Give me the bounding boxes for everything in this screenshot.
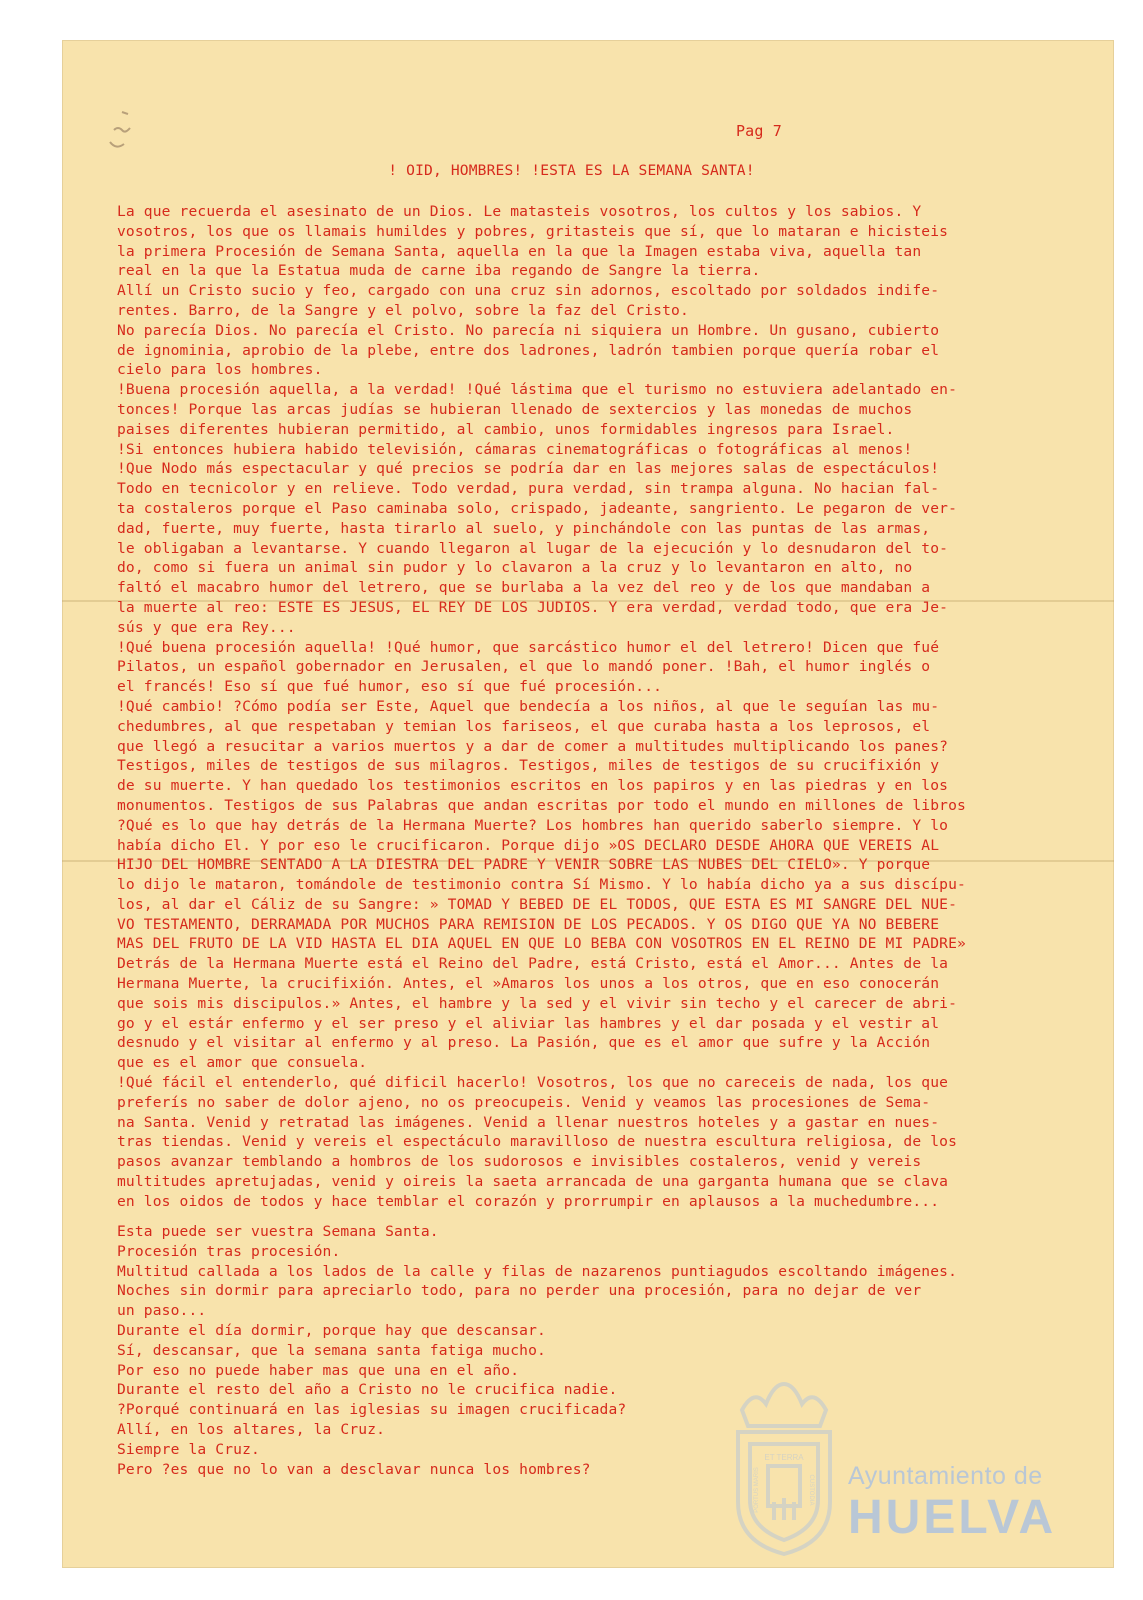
text-line: MAS DEL FRUTO DE LA VID HASTA EL DIA AQUEL EN QUE LO BEBA CON VOSOTROS EN EL REINO DE MI PADRE» <box>117 935 966 953</box>
text-line: na Santa. Venid y retratad las imágenes. Venid a llenar nuestros hoteles y a gastar en nues- <box>117 1113 940 1131</box>
text-line: cielo para los hombres. <box>117 361 323 379</box>
text-line: vosotros, los que os llamais humildes y pobres, gritasteis que sí, que lo mataran e hicisteis <box>117 222 949 240</box>
text-line: Allí un Cristo sucio y feo, cargado con una cruz sin adornos, escoltado por soldados indife- <box>117 282 940 300</box>
text-line: Esta puede ser vuestra Semana Santa. <box>117 1223 439 1240</box>
text-line: No parecía Dios. No parecía el Cristo. No parecía ni siquiera un Hombre. Un gusano, cubierto <box>117 321 940 339</box>
text-line: la primera Procesión de Semana Santa, aquella en la que la Imagen estaba viva, aquella tan <box>117 242 922 260</box>
text-line: La que recuerda el asesinato de un Dios. Le matasteis vosotros, los cultos y los sabios. Y <box>117 203 922 220</box>
text-line: le obligaban a levantarse. Y cuando llegaron al lugar de la ejecución y lo desnudaron del to- <box>117 539 949 557</box>
text-line: había dicho El. Y por eso le crucificaron. Porque dijo »OS DECLARO DESDE AHORA QUE VEREIS AL <box>117 836 940 854</box>
text-line: de su muerte. Y han quedado los testimonios escritos en los papiros y en las piedras y en los <box>117 777 949 795</box>
text-line: tras tiendas. Venid y vereis el espectáculo maravilloso de nuestra escultura religiosa, de los <box>117 1133 958 1151</box>
text-line: Multitud callada a los lados de la calle y filas de nazarenos puntiagudos escoltando imágenes. <box>117 1262 958 1280</box>
text-line: Allí, en los altares, la Cruz. <box>117 1420 386 1438</box>
text-line: !Qué fácil el entenderlo, qué dificil hacerlo! Vosotros, los que no careceis de nada, los que <box>117 1074 949 1092</box>
text-line: Noches sin dormir para apreciarlo todo, para no perder una procesión, para no dejar de ver <box>117 1282 922 1300</box>
text-line: rentes. Barro, de la Sangre y el polvo, sobre la faz del Cristo. <box>117 301 689 319</box>
text-line: desnudo y el visitar al enfermo y al preso. La Pasión, que es el amor que sufre y la Acción <box>117 1034 931 1052</box>
text-line: en los oidos de todos y hace temblar el corazón y prorrumpir en aplausos a la muchedumbre... <box>117 1192 940 1210</box>
seal-band-text: ET TERRA <box>764 1453 804 1462</box>
text-line: dad, fuerte, muy fuerte, hasta tirarlo al suelo, y pinchándole con las puntas de las armas, <box>117 519 931 537</box>
text-line: ?Porqué continuará en las iglesias su imagen crucificada? <box>117 1401 627 1419</box>
seal-right-text: CUSTODIA <box>808 1474 814 1506</box>
text-line: go y el estár enfermo y el ser preso y el aliviar las hambres y el dar posada y el vestir al <box>117 1014 940 1032</box>
text-line: Hermana Muerte, la crucifixión. Antes, el »Amaros los unos a los otros, que en eso conocerán <box>117 975 940 993</box>
text-line: ta costaleros porque el Paso caminaba solo, crispado, jadeante, sangriento. Le pegaron de ver- <box>117 499 958 517</box>
text-line: !Qué cambio! ?Cómo podía ser Este, Aquel que bendecía a los niños, al que le seguían las mu- <box>117 697 940 715</box>
ink-mark <box>100 100 140 160</box>
text-line: que sois mis discipulos.» Antes, el hambre y la sed y el vivir sin techo y el carecer de abri- <box>117 994 958 1012</box>
text-line: la muerte al reo: ESTE ES JESUS, EL REY DE LOS JUDIOS. Y era verdad, verdad todo, que era Je- <box>117 598 949 616</box>
text-line: faltó el macabro humor del letrero, que se burlaba a la vez del reo y de los que mandaban a <box>117 579 931 597</box>
text-line: Durante el día dormir, porque hay que descansar. <box>117 1321 546 1339</box>
text-line: pasos avanzar temblando a hombros de los sudorosos e invisibles costaleros, venid y vereis <box>117 1153 922 1171</box>
body-text <box>117 202 966 1212</box>
text-line: Pilatos, un español gobernador en Jerusalen, el que lo mandó poner. !Bah, el humor inglés o <box>117 658 931 676</box>
page-number: Pag 7 <box>736 122 782 140</box>
text-line: ?Qué es lo que hay detrás de la Hermana Muerte? Los hombres han querido saberlo siempre. Y lo <box>117 816 949 834</box>
text-line: Por eso no puede haber mas que una en el año. <box>117 1361 520 1379</box>
text-line: Detrás de la Hermana Muerte está el Reino del Padre, está Cristo, está el Amor... Antes de la <box>117 955 949 973</box>
text-line: Durante el resto del año a Cristo no le crucifica nadie. <box>117 1381 618 1399</box>
text-line: el francés! Eso sí que fué humor, eso sí que fué procesión... <box>117 678 663 696</box>
text-line: los, al dar el Cáliz de su Sangre: » TOMAD Y BEBED DE EL TODOS, QUE ESTA ES MI SANGRE DEL NUE- <box>117 895 958 913</box>
text-line: Todo en tecnicolor y en relieve. Todo verdad, pura verdad, sin trampa alguna. No hacian fal- <box>117 480 940 498</box>
text-line: do, como si fuera un animal sin pudor y lo clavaron a la cruz y lo levantaron en alto, no <box>117 559 913 577</box>
text-line: !Qué buena procesión aquella! !Qué humor, que sarcástico humor el del letrero! Dicen que fué <box>117 638 940 656</box>
text-line: HIJO DEL HOMBRE SENTADO A LA DIESTRA DEL PADRE Y VENIR SOBRE LAS NUBES DEL CIELO». Y porque <box>117 856 931 874</box>
document-title: ! OID, HOMBRES! !ESTA ES LA SEMANA SANTA! <box>388 162 755 179</box>
text-line: VO TESTAMENTO, DERRAMADA POR MUCHOS PARA REMISION DE LOS PECADOS. Y OS DIGO QUE YA NO BEBERE <box>117 915 940 933</box>
seal-left-text: PORTUS MARIS <box>754 1467 760 1513</box>
text-line: multitudes apretujadas, venid y oireis la saeta arrancada de una garganta humana que se clava <box>117 1173 949 1191</box>
text-line: Sí, descansar, que la semana santa fatiga mucho. <box>117 1341 546 1359</box>
text-line: que llegó a resucitar a varios muertos y a dar de comer a multitudes multiplicando los panes? <box>117 737 949 755</box>
text-line: que es el amor que consuela. <box>117 1054 368 1072</box>
text-line: !Si entonces hubiera habido televisión, cámaras cinematográficas o fotográficas al menos! <box>117 440 913 458</box>
text-line: lo dijo le mataron, tomándole de testimonio contra Sí Mismo. Y lo había dicho ya a sus discípu- <box>117 876 966 894</box>
text-line: paises diferentes hubieran permitido, al cambio, unos formidables ingresos para Israel. <box>117 420 895 438</box>
text-line: chedumbres, al que respetaban y temian los fariseos, el que curaba hasta a los leprosos, el <box>117 717 931 735</box>
text-line: tonces! Porque las arcas judías se hubieran llenado de sextercios y las monedas de muchos <box>117 400 913 418</box>
text-line: real en la que la Estatua muda de carne iba regando de Sangre la tierra. <box>117 262 761 280</box>
city-seal-watermark <box>724 1370 844 1570</box>
text-line: de ignominia, aprobio de la plebe, entre dos ladrones, ladrón tambien porque quería robar el <box>117 341 940 359</box>
text-line: !Que Nodo más espectacular y qué precios se podría dar en las mejores salas de espectáculos! <box>117 460 940 478</box>
text-line: !Buena procesión aquella, a la verdad! !Qué lástima que el turismo no estuviera adelantado en- <box>117 381 958 399</box>
text-line: monumentos. Testigos de sus Palabras que andan escritas por todo el mundo en millones de libros <box>117 796 966 814</box>
text-line: un paso... <box>117 1302 207 1320</box>
text-line: Pero ?es que no lo van a desclavar nunca los hombres? <box>117 1460 591 1478</box>
text-line: sús y que era Rey... <box>117 618 296 636</box>
text-line: Procesión tras procesión. <box>117 1242 341 1260</box>
watermark-line-1: Ayuntamiento de <box>848 1462 1043 1490</box>
watermark-line-2: HUELVA <box>848 1491 1057 1544</box>
text-line: Siempre la Cruz. <box>117 1440 260 1458</box>
text-line: Testigos, miles de testigos de sus milagros. Testigos, miles de testigos de su crucifixión y <box>117 757 940 775</box>
text-line: preferís no saber de dolor ajeno, no os preocupeis. Venid y veamos las procesiones de Sema- <box>117 1093 931 1111</box>
